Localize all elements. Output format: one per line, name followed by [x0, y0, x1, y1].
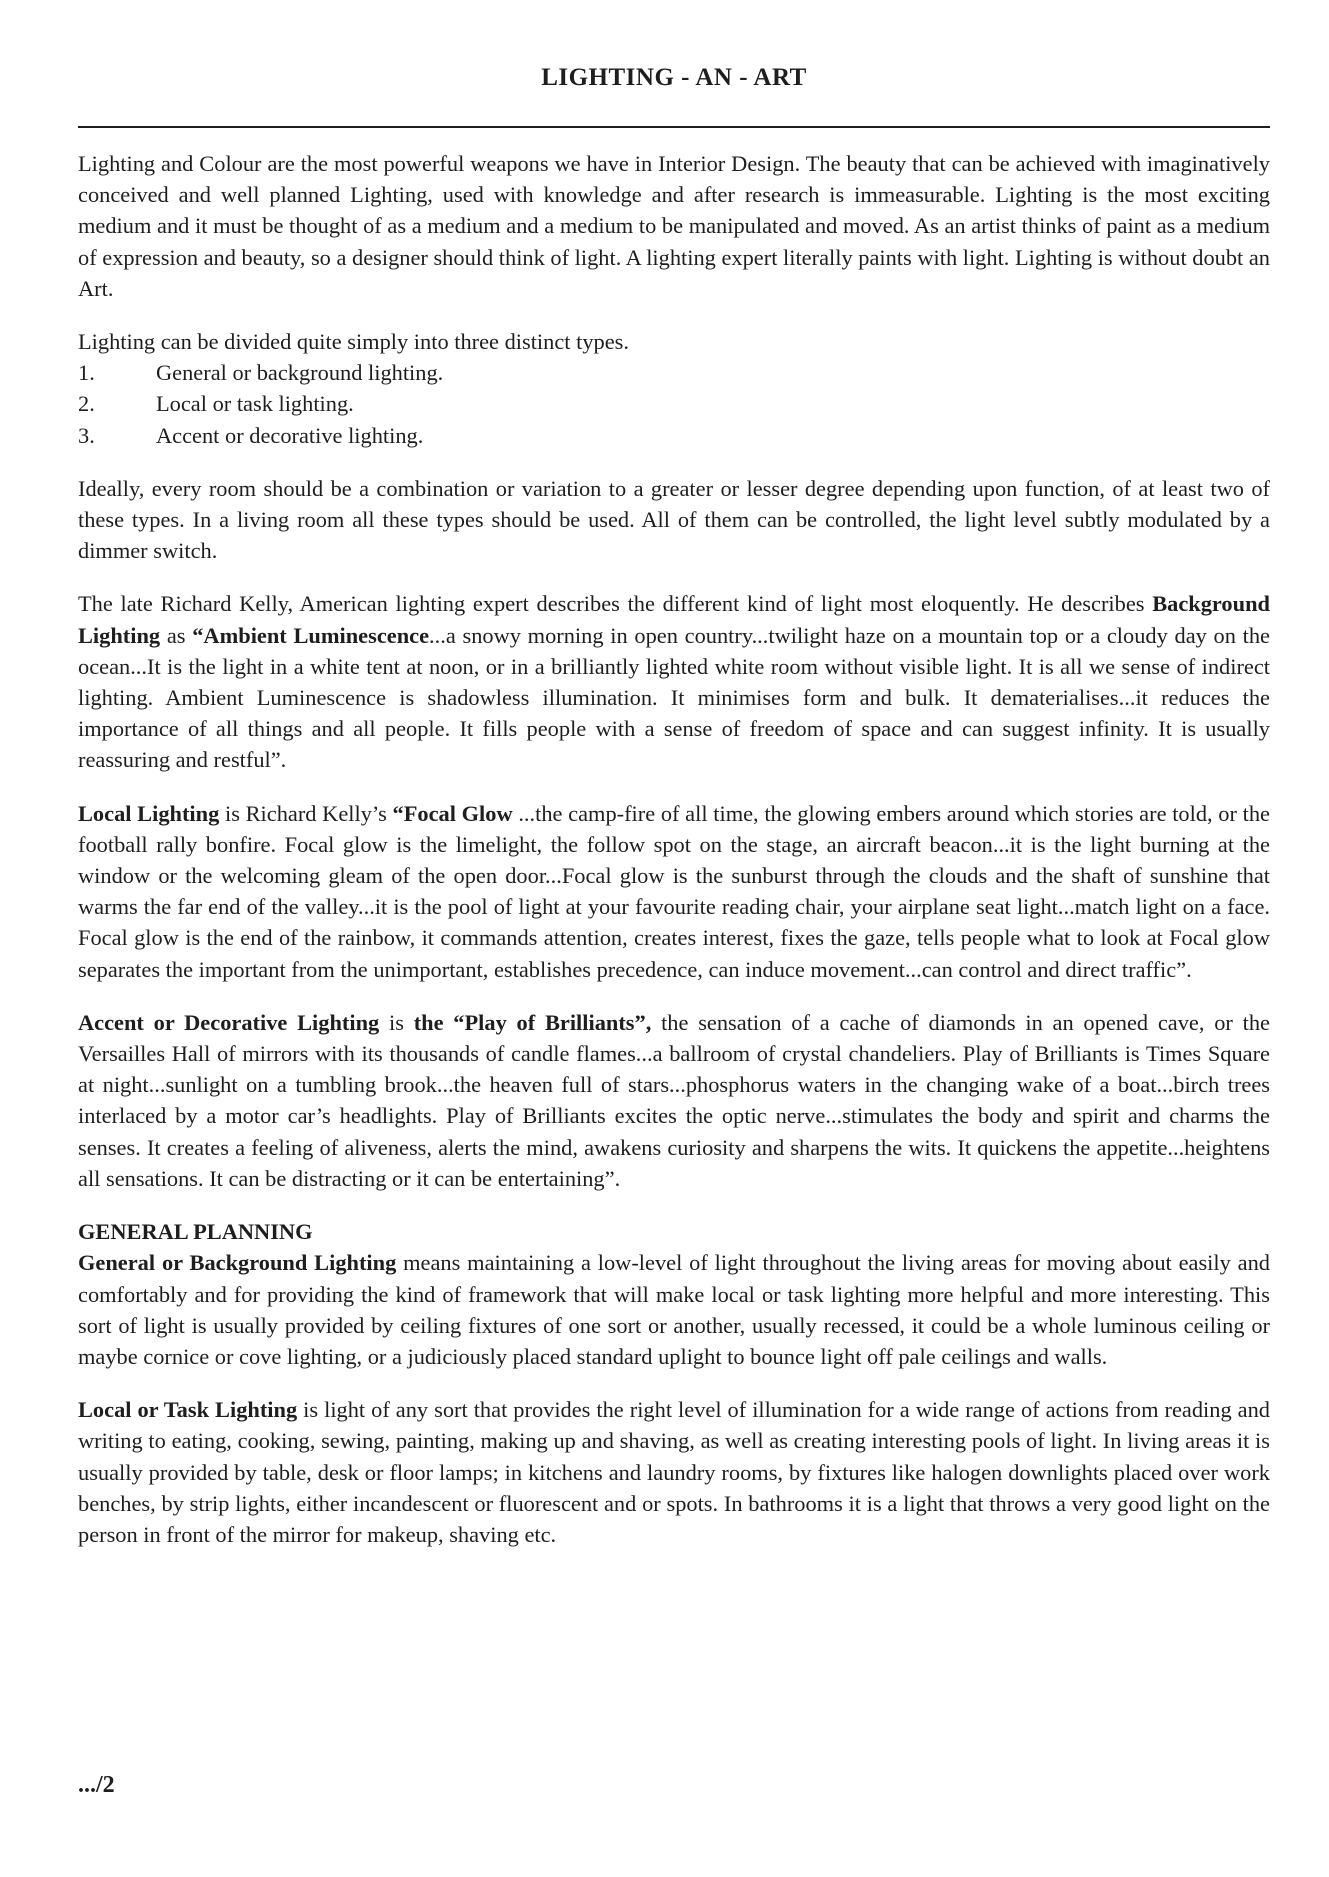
- text-run: ...a snowy morning in open country...twilight haze on a mountain top or a cloudy day on the ocean...It is the light in a white tent at noon, or in a brilliantly lighted white room without visible light. It is all we sense of indirect lighting. Ambient Luminescence is shadowless illumination. It minimises form and bulk. It dematerialises...it reduces the importance of all things and all people. It fills people with a sense of freedom of space and can suggest infinity. It is usually reassuring and restful”.: [78, 622, 1270, 773]
- list-text: Accent or decorative lighting.: [156, 422, 424, 448]
- list-number: 3.: [78, 422, 95, 448]
- title-divider: [78, 126, 1270, 128]
- bold-term: the “Play of Brilliants”,: [413, 1009, 652, 1035]
- document-page: [78, 0, 1270, 1877]
- text-run: is light of any sort that provides the right level of illumination for a wide range of actions from reading and writing to eating, cooking, sewing, painting, making up and shaving, as well as creating interesting pools of light. In living areas it is usually provided by table, desk or floor lamps; in kitchens and laundry rooms, by fixtures like halogen downlights placed over work benches, by strip lights, either incandescent or fluorescent and or spots. In bathrooms it is a light that throws a very good light on the person in front of the mirror for makeup, shaving etc.: [78, 1397, 1270, 1547]
- section-heading: GENERAL PLANNING: [78, 1219, 313, 1245]
- intro-paragraph: Lighting and Colour are the most powerful weapons we have in Interior Design. The beauty that can be achieved with imaginatively conceived and well planned Lighting, used with knowledge and after research is immeasurable. Lighting is the most exciting medium and it must be thought of as a medium and a medium to be manipulated and moved. As an artist thinks of paint as a medium of expression and beauty, so a designer should think of light. A lighting expert literally paints with light. Lighting is without doubt an Art.: [78, 151, 1270, 301]
- document-body: [78, 148, 1270, 1572]
- brilliants-paragraph: [78, 1007, 1270, 1194]
- task-lighting-paragraph: [78, 1394, 1270, 1550]
- bold-term: Background Lighting: [78, 591, 1270, 648]
- general-lighting-paragraph: [78, 1247, 1270, 1372]
- list-item: [78, 420, 1270, 451]
- list-number: 1.: [78, 360, 95, 386]
- list-number: 2.: [78, 391, 95, 417]
- focal-glow-paragraph: [78, 798, 1270, 985]
- list-item: [78, 388, 1270, 419]
- bold-term: Accent or Decorative Lighting: [78, 1009, 380, 1035]
- bold-term: “Ambient Luminescence: [192, 622, 430, 648]
- types-list: [78, 357, 1270, 451]
- page-continuation-marker: .../2: [78, 1772, 115, 1798]
- bold-term: General or Background Lighting: [78, 1250, 397, 1276]
- list-text: General or background lighting.: [156, 360, 444, 386]
- text-run: is Richard Kelly’s: [219, 800, 393, 826]
- bold-term: Local or Task Lighting: [78, 1397, 298, 1423]
- page-title: LIGHTING - AN - ART: [541, 64, 807, 91]
- types-intro: Lighting can be divided quite simply into three distinct types.: [78, 329, 629, 355]
- bold-term: “Focal Glow: [392, 800, 513, 826]
- text-run: is: [379, 1009, 414, 1035]
- text-run: means maintaining a low-level of light throughout the living areas for moving about easily and comfortably and for providing the kind of framework that will make local or task lighting more helpful and more interesting. This sort of light is usually provided by ceiling fixtures of one sort or another, usually recessed, it could be a whole luminous ceiling or maybe cornice or cove lighting, or a judiciously placed standard uplight to bounce light off pale ceilings and walls.: [78, 1250, 1270, 1369]
- ambient-paragraph: [78, 588, 1270, 775]
- text-run: as: [160, 622, 193, 648]
- list-item: [78, 357, 1270, 388]
- text-run: ...the camp-fire of all time, the glowing embers around which stories are told, or the football rally bonfire. Focal glow is the limelight, the follow spot on the stage, an aircraft beacon...it is the light burning at the window or the welcoming gleam of the open door...Focal glow is the sunburst through the clouds and the shaft of sunshine that warms the far end of the valley...it is the pool of light at your favourite reading chair, your airplane seat light...match light on a face. Focal glow is the end of the rainbow, it commands attention, creates interest, fixes the gaze, tells people what to look at Focal glow separates the important from the unimportant, establishes precedence, can induce movement...can control and direct traffic”.: [78, 800, 1270, 982]
- bold-term: Local Lighting: [78, 800, 220, 826]
- text-run: The late Richard Kelly, American lighting expert describes the different kind of light most eloquently. He describes: [78, 591, 1153, 617]
- combination-paragraph: Ideally, every room should be a combination or variation to a greater or lesser degree depending upon function, of at least two of these types. In a living room all these types should be used. All of them can be controlled, the light level subtly modulated by a dimmer switch.: [78, 475, 1270, 564]
- text-run: the sensation of a cache of diamonds in an opened cave, or the Versailles Hall of mirrors with its thousands of candle flames...a ballroom of crystal chandeliers. Play of Brilliants is Times Square at night...sunlight on a tumbling brook...the heaven full of stars...phosphorus waters in the changing wake of a boat...birch trees interlaced by a motor car’s headlights. Play of Brilliants excites the optic nerve...stimulates the body and spirit and charms the senses. It creates a feeling of aliveness, alerts the mind, awakens curiosity and sharpens the wits. It quickens the appetite...heightens all sensations. It can be distracting or it can be entertaining”.: [78, 1009, 1270, 1191]
- list-text: Local or task lighting.: [156, 391, 354, 417]
